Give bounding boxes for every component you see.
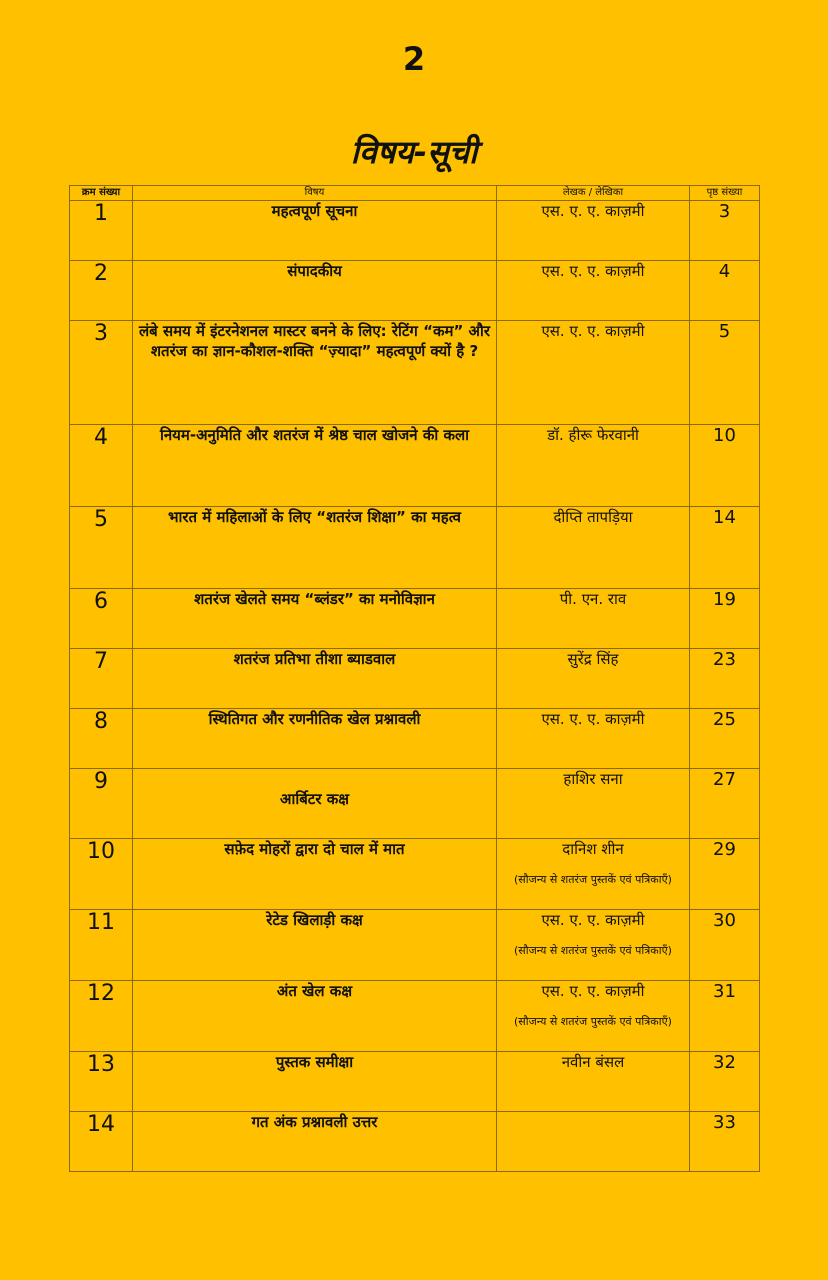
author-name: पी. एन. राव	[559, 590, 627, 608]
article-title[interactable]	[133, 910, 497, 981]
header-subject: विषय	[133, 186, 497, 201]
header-author: लेखक / लेखिका	[497, 186, 690, 201]
author-name: हाशिर सना	[563, 770, 623, 788]
author-cell	[497, 261, 690, 321]
serial-number: 7	[70, 649, 133, 709]
article-title-text: अंत खेल कक्ष	[276, 982, 353, 1000]
article-title-text: लंबे समय में इंटरनेशनल मास्टर बनने के लिए: रेटिंग “कम” और शतरंज का ज्ञान-कौशल-शक्ति “ज़्यादा” महत्वपूर्ण क्यों है ?	[139, 322, 490, 360]
author-cell	[497, 321, 690, 425]
author-cell	[497, 589, 690, 649]
serial-number: 12	[70, 981, 133, 1052]
author-name: सुरेंद्र सिंह	[567, 650, 619, 668]
page-number-cell: 19	[690, 589, 760, 649]
author-name: एस. ए. ए. काज़मी	[541, 710, 645, 728]
author-name: एस. ए. ए. काज़मी	[541, 911, 645, 929]
table-row	[70, 981, 760, 1052]
article-title-text: शतरंज खेलते समय “ब्लंडर” का मनोविज्ञान	[194, 590, 435, 608]
page-number-cell: 10	[690, 425, 760, 507]
article-title[interactable]	[133, 261, 497, 321]
author-cell	[497, 201, 690, 261]
author-cell	[497, 910, 690, 981]
article-title[interactable]	[133, 1052, 497, 1112]
author-cell	[497, 981, 690, 1052]
page-number-cell: 5	[690, 321, 760, 425]
page-number-cell: 30	[690, 910, 760, 981]
author-name: एस. ए. ए. काज़मी	[541, 322, 645, 340]
author-name: डॉ. हीरू फेरवानी	[547, 426, 639, 444]
serial-number: 3	[70, 321, 133, 425]
table-row	[70, 1052, 760, 1112]
article-title[interactable]	[133, 981, 497, 1052]
article-title-text: स्थितिगत और रणनीतिक खेल प्रश्नावली	[208, 710, 421, 728]
article-title-text: रेटेड खिलाड़ी कक्ष	[266, 911, 363, 929]
table-row	[70, 649, 760, 709]
table-row	[70, 589, 760, 649]
article-title-text: महत्वपूर्ण सूचना	[271, 202, 358, 220]
table-row	[70, 1112, 760, 1172]
author-cell	[497, 839, 690, 910]
serial-number: 1	[70, 201, 133, 261]
table-row	[70, 769, 760, 839]
page-number-cell: 23	[690, 649, 760, 709]
article-title[interactable]	[133, 769, 497, 839]
page-number-cell: 3	[690, 201, 760, 261]
serial-number: 8	[70, 709, 133, 769]
article-title-text: नियम-अनुमिति और शतरंज में श्रेष्ठ चाल खोजने की कला	[159, 426, 470, 444]
article-title-text: आर्बिटर कक्ष	[280, 790, 349, 808]
page-number-cell: 33	[690, 1112, 760, 1172]
author-cell	[497, 1112, 690, 1172]
page-number-cell: 25	[690, 709, 760, 769]
table-row	[70, 261, 760, 321]
table-header-row	[70, 186, 760, 201]
table-row	[70, 709, 760, 769]
table-row	[70, 839, 760, 910]
article-title[interactable]	[133, 507, 497, 589]
author-cell	[497, 1052, 690, 1112]
table-row	[70, 910, 760, 981]
article-title[interactable]	[133, 1112, 497, 1172]
author-name: एस. ए. ए. काज़मी	[541, 262, 645, 280]
table-row	[70, 321, 760, 425]
serial-number: 9	[70, 769, 133, 839]
serial-number: 6	[70, 589, 133, 649]
page-number-cell: 29	[690, 839, 760, 910]
courtesy-note: (सौजन्य से शतरंज पुस्तकें एवं पत्रिकाएँ)	[514, 944, 672, 957]
article-title[interactable]	[133, 839, 497, 910]
page-number-cell: 32	[690, 1052, 760, 1112]
header-page-number: पृष्ठ संख्या	[690, 186, 760, 201]
page-number-cell: 31	[690, 981, 760, 1052]
article-title[interactable]	[133, 709, 497, 769]
article-title-text: भारत में महिलाओं के लिए “शतरंज शिक्षा” का महत्व	[167, 508, 462, 526]
courtesy-note: (सौजन्य से शतरंज पुस्तकें एवं पत्रिकाएँ)	[514, 1015, 672, 1028]
page-number-cell: 4	[690, 261, 760, 321]
serial-number: 14	[70, 1112, 133, 1172]
author-name: दानिश शीन	[562, 840, 624, 858]
author-cell	[497, 649, 690, 709]
article-title-text: शतरंज प्रतिभा तीशा ब्याडवाल	[233, 650, 396, 668]
page-number-cell: 27	[690, 769, 760, 839]
article-title[interactable]	[133, 425, 497, 507]
author-name: दीप्ति तापड़िया	[553, 508, 633, 526]
table-row	[70, 201, 760, 261]
author-cell	[497, 507, 690, 589]
table-of-contents	[69, 185, 760, 1172]
serial-number: 11	[70, 910, 133, 981]
page-number-cell: 14	[690, 507, 760, 589]
author-name: नवीन बंसल	[561, 1053, 625, 1071]
author-cell	[497, 769, 690, 839]
article-title-text: संपादकीय	[287, 262, 342, 280]
author-name: एस. ए. ए. काज़मी	[541, 202, 645, 220]
table-row	[70, 507, 760, 589]
table-row	[70, 425, 760, 507]
article-title-text: सफ़ेद मोहरों द्वारा दो चाल में मात	[224, 840, 405, 858]
page-title: विषय-सूची	[350, 133, 478, 171]
serial-number: 2	[70, 261, 133, 321]
author-cell	[497, 425, 690, 507]
article-title-text: गत अंक प्रश्नावली उत्तर	[251, 1113, 378, 1131]
article-title[interactable]	[133, 589, 497, 649]
courtesy-note: (सौजन्य से शतरंज पुस्तकें एवं पत्रिकाएँ)	[514, 873, 672, 886]
serial-number: 5	[70, 507, 133, 589]
page-number: 2	[402, 40, 426, 78]
article-title[interactable]	[133, 649, 497, 709]
serial-number: 10	[70, 839, 133, 910]
serial-number: 13	[70, 1052, 133, 1112]
article-title[interactable]	[133, 201, 497, 261]
article-title[interactable]	[133, 321, 497, 425]
header-serial-number: क्रम संख्या	[70, 186, 133, 201]
article-title-text: पुस्तक समीक्षा	[275, 1053, 354, 1071]
author-name: एस. ए. ए. काज़मी	[541, 982, 645, 1000]
author-cell	[497, 709, 690, 769]
serial-number: 4	[70, 425, 133, 507]
